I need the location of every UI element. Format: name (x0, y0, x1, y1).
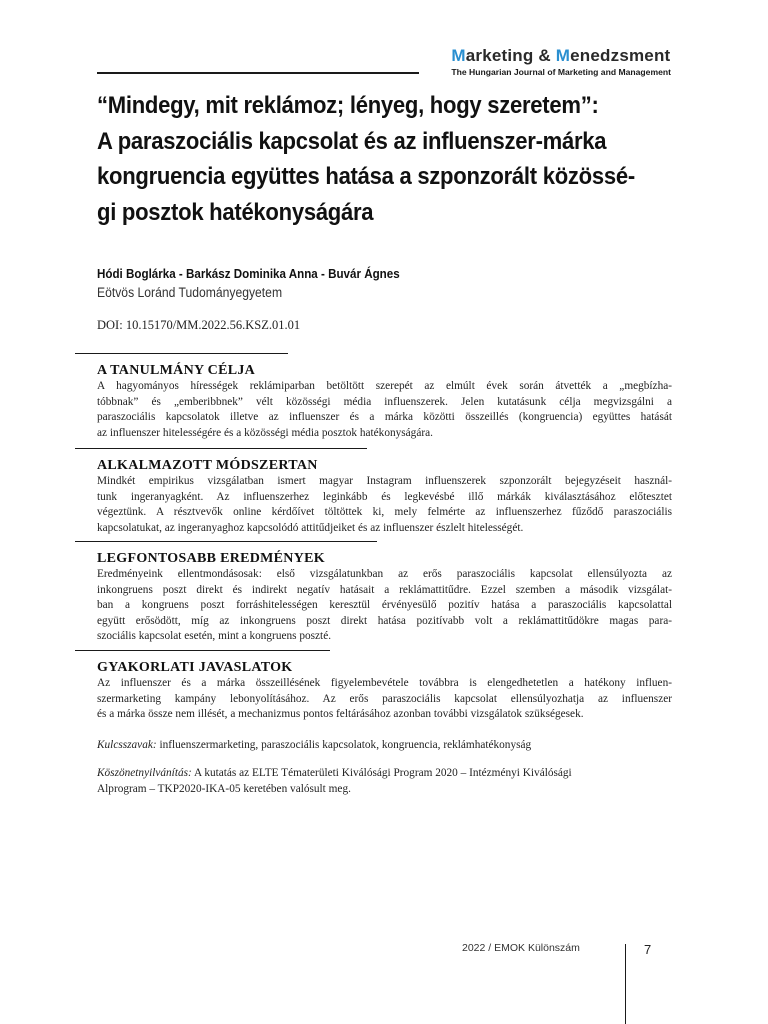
footer-divider (625, 944, 626, 1024)
title-line: A paraszociális kapcsolat és az influenszer-márka (97, 127, 607, 155)
body-line: az influenszer hitelességére és a közösségi média posztok hatékonyságára. (97, 426, 433, 439)
issue-label: 2022 / EMOK Különszám (462, 942, 580, 954)
keywords-label: Kulcsszavak: (97, 739, 157, 751)
keywords-text: influenszermarketing, paraszociális kapcsolatok, kongruencia, reklámhatékonyság (156, 739, 532, 751)
body-line: és a márka össze nem illését, a mechanizmus pontos feltárásához azonban további vizsgálatok szükségesek. (97, 708, 584, 721)
title-line: gi posztok hatékonyságára (97, 198, 374, 226)
body-line: ban a kongruens poszt forráshitelességen keresztül érvényesülő pozitív hatása a paraszociális kapcsolattal (97, 599, 672, 612)
section-rule (75, 650, 330, 651)
body-line: együtt erősödött, míg az inkongruens poszt direkt hatása pozitívabb volt a reklámattitűdökre magas para- (97, 614, 672, 627)
journal-masthead (451, 46, 671, 77)
body-line: tunk ingeranyagként. Az influenszerhez leginkább és legkevésbé illő márkák kiválasztásához előtesztet (97, 490, 672, 503)
section-body-method (97, 474, 672, 536)
body-line: Eredményeink ellentmondásosak: első vizsgálatunkban az erős paraszociális kapcsolat ellensúlyozta az (97, 568, 672, 580)
body-line: végeztünk. A résztvevők online kérdőívet töltöttek ki, mely felmérte az influenszerhez fűződő paraszociális (97, 506, 672, 519)
ack-label: Köszönetnyilvánítás: (97, 767, 192, 779)
section-rule (75, 448, 367, 449)
article-title (97, 88, 635, 230)
body-line: paraszociális kapcsolatok illetve az influenszer és a márka közötti összeillés (kongruencia) együttes hatását (97, 411, 672, 424)
section-heading-results: LEGFONTOSABB EREDMÉNYEK (97, 551, 325, 566)
journal-title: Marketing & Menedzsment (451, 46, 671, 65)
body-line: inkongruens poszt direkt és indirekt negatív hatásait a reklámattitűdre. Ezzel szemben a második vizsgálat- (97, 583, 672, 596)
section-body-practice (97, 676, 672, 723)
body-line: szociális kapcsolat esetén, mint a kongruens poszté. (97, 630, 332, 643)
authors: Hódi Boglárka - Barkász Dominika Anna - Buvár Ágnes (97, 266, 400, 281)
page-number: 7 (644, 942, 652, 957)
body-line: tóbbnak” és „emberibbnek” vélt közösségi média influenszerek. Jelen kutatásunk célja megvizsgálni a (97, 395, 672, 408)
ack-line: Alprogram – TKP2020-IKA-05 keretében valósult meg. (97, 782, 351, 795)
masthead-rule (97, 72, 419, 74)
doi: DOI: 10.15170/MM.2022.56.KSZ.01.01 (97, 318, 301, 332)
keywords (97, 738, 672, 754)
journal-subtitle: The Hungarian Journal of Marketing and Management (451, 67, 671, 77)
title-line: “Mindegy, mit reklámoz; lényeg, hogy szeretem”: (97, 92, 599, 119)
section-body-aim (97, 379, 672, 441)
section-heading-practice: GYAKORLATI JAVASLATOK (97, 660, 293, 675)
body-line: Az influenszer és a márka összeillésének figyelembevétele továbbra is elengedhetetlen a hatékony influen- (97, 677, 672, 689)
section-body-results (97, 567, 672, 645)
section-rule (75, 353, 288, 354)
body-line: A hagyományos hírességek reklámiparban betöltött szerepét az elmúlt évek során átvették a „megbízha- (97, 380, 672, 392)
title-line: kongruencia együttes hatása a szponzorált közössé- (97, 163, 635, 190)
body-line: szermarketing kampány lebonyolításához. Az erős paraszociális kapcsolat ellensúlyozhatja az influenszer (97, 692, 672, 705)
section-rule (75, 541, 377, 542)
section-heading-method: ALKALMAZOTT MÓDSZERTAN (97, 458, 318, 473)
acknowledgement (97, 766, 672, 797)
body-line: Mindkét empirikus vizsgálatban ismert magyar Instagram influenszerek szponzorált bejegyzéseit használ- (97, 475, 672, 487)
body-line: kapcsolatukat, az ingeranyaghoz kapcsolódó attitűdjeiket és az influenszer észlelt hitelességét. (97, 521, 524, 534)
section-heading-aim: A TANULMÁNY CÉLJA (97, 363, 256, 378)
ack-line: Köszönetnyilvánítás: A kutatás az ELTE Tématerületi Kiválósági Program 2020 – Intézményi Kiválósági (97, 767, 572, 779)
affiliation: Eötvös Loránd Tudományegyetem (97, 285, 283, 300)
